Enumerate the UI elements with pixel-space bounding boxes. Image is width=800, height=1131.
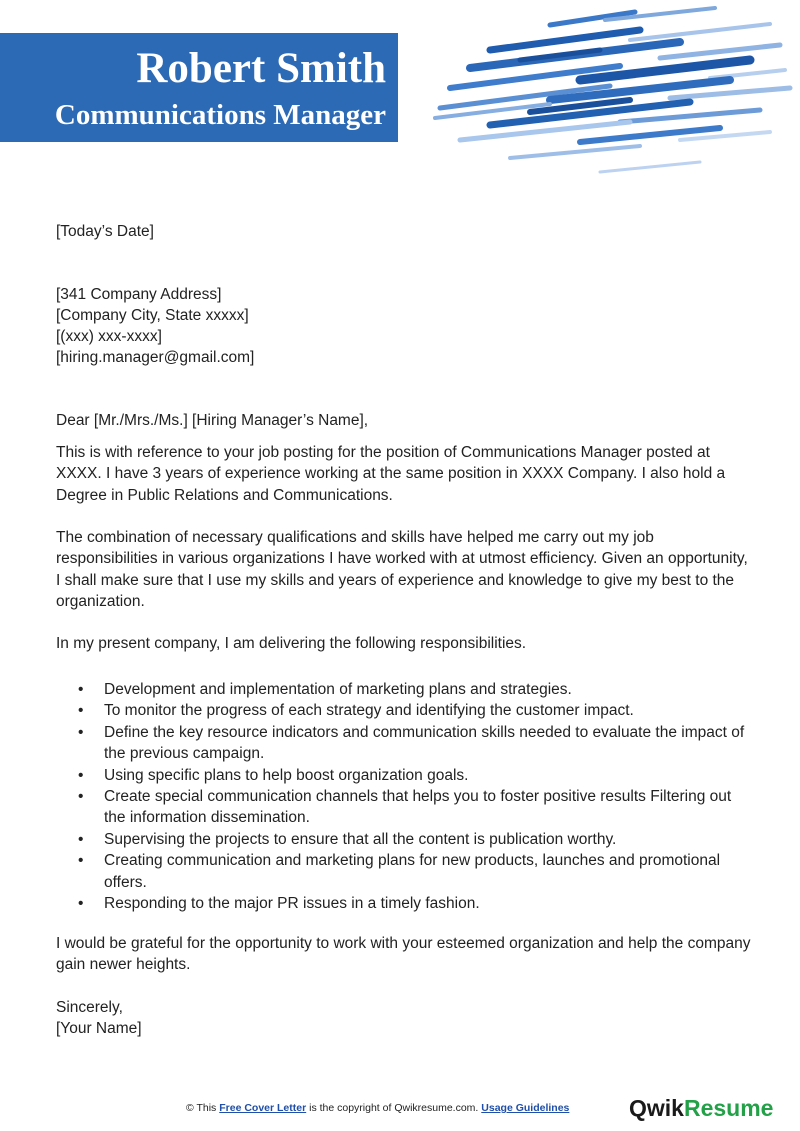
salutation: Dear [Mr./Mrs./Ms.] [Hiring Manager’s Name], xyxy=(56,412,369,429)
closing-paragraph: I would be grateful for the opportunity to work with your esteemed organization and help the company gain newer heights. xyxy=(56,935,751,974)
usage-guidelines-link[interactable]: Usage Guidelines xyxy=(481,1102,570,1114)
recipient-city-state: [Company City, State xxxxx] xyxy=(56,307,249,324)
copyright-footer xyxy=(186,1101,569,1115)
logo-part-qwik: Qwik xyxy=(629,1095,684,1121)
intro-paragraph: This is with reference to your job posting for the position of Communications Manager posted at XXXX. I have 3 years of experience working at the same position in XXXX Company. I also hold a Degree in Public Relations and Communications. xyxy=(56,444,726,504)
recipient-phone: [(xxx) xxx-xxxx] xyxy=(56,328,162,345)
list-item: • Using specific plans to help boost organization goals. xyxy=(56,765,756,786)
signoff: Sincerely, xyxy=(56,999,123,1016)
letter-date: [Today’s Date] xyxy=(56,223,154,240)
candidate-job-title: Communications Manager xyxy=(54,99,386,131)
qwikresume-logo[interactable] xyxy=(629,1094,773,1122)
list-item: • Supervising the projects to ensure that all the content is publication worthy. xyxy=(56,829,756,850)
recipient-address: [341 Company Address] xyxy=(56,286,222,303)
responsibilities-list xyxy=(56,679,756,914)
decorative-streaks-graphic xyxy=(430,0,800,185)
list-item: • Responding to the major PR issues in a timely fashion. xyxy=(56,893,756,914)
free-cover-letter-link[interactable]: Free Cover Letter xyxy=(219,1102,307,1114)
list-item: • Create special communication channels that helps you to foster positive results Filtering out the information dissemination. xyxy=(56,786,756,829)
signature-name: [Your Name] xyxy=(56,1020,142,1037)
list-item: • Define the key resource indicators and communication skills needed to evaluate the impact of the previous campaign. xyxy=(56,722,756,765)
recipient-email: [hiring.manager@gmail.com] xyxy=(56,349,255,366)
footer-prefix: © This xyxy=(186,1102,217,1114)
qualifications-paragraph: The combination of necessary qualifications and skills have helped me carry out my job responsibilities in various organizations I have worked with at utmost efficiency. Given an opportunity, I shall make sure that I use my skills and years of experience and knowledge to give my best to the organization. xyxy=(56,529,748,611)
list-item: • Development and implementation of marketing plans and strategies. xyxy=(56,679,756,700)
logo-part-resume: Resume xyxy=(683,1095,774,1121)
footer-copyright-text: is the copyright of Qwikresume.com. xyxy=(309,1102,479,1114)
candidate-name: Robert Smith xyxy=(136,45,386,92)
responsibilities-intro: In my present company, I am delivering the following responsibilities. xyxy=(56,635,527,652)
list-item: • To monitor the progress of each strategy and identifying the customer impact. xyxy=(56,700,756,721)
list-item: • Creating communication and marketing plans for new products, launches and promotional offers. xyxy=(56,850,756,893)
header-banner xyxy=(0,33,398,142)
